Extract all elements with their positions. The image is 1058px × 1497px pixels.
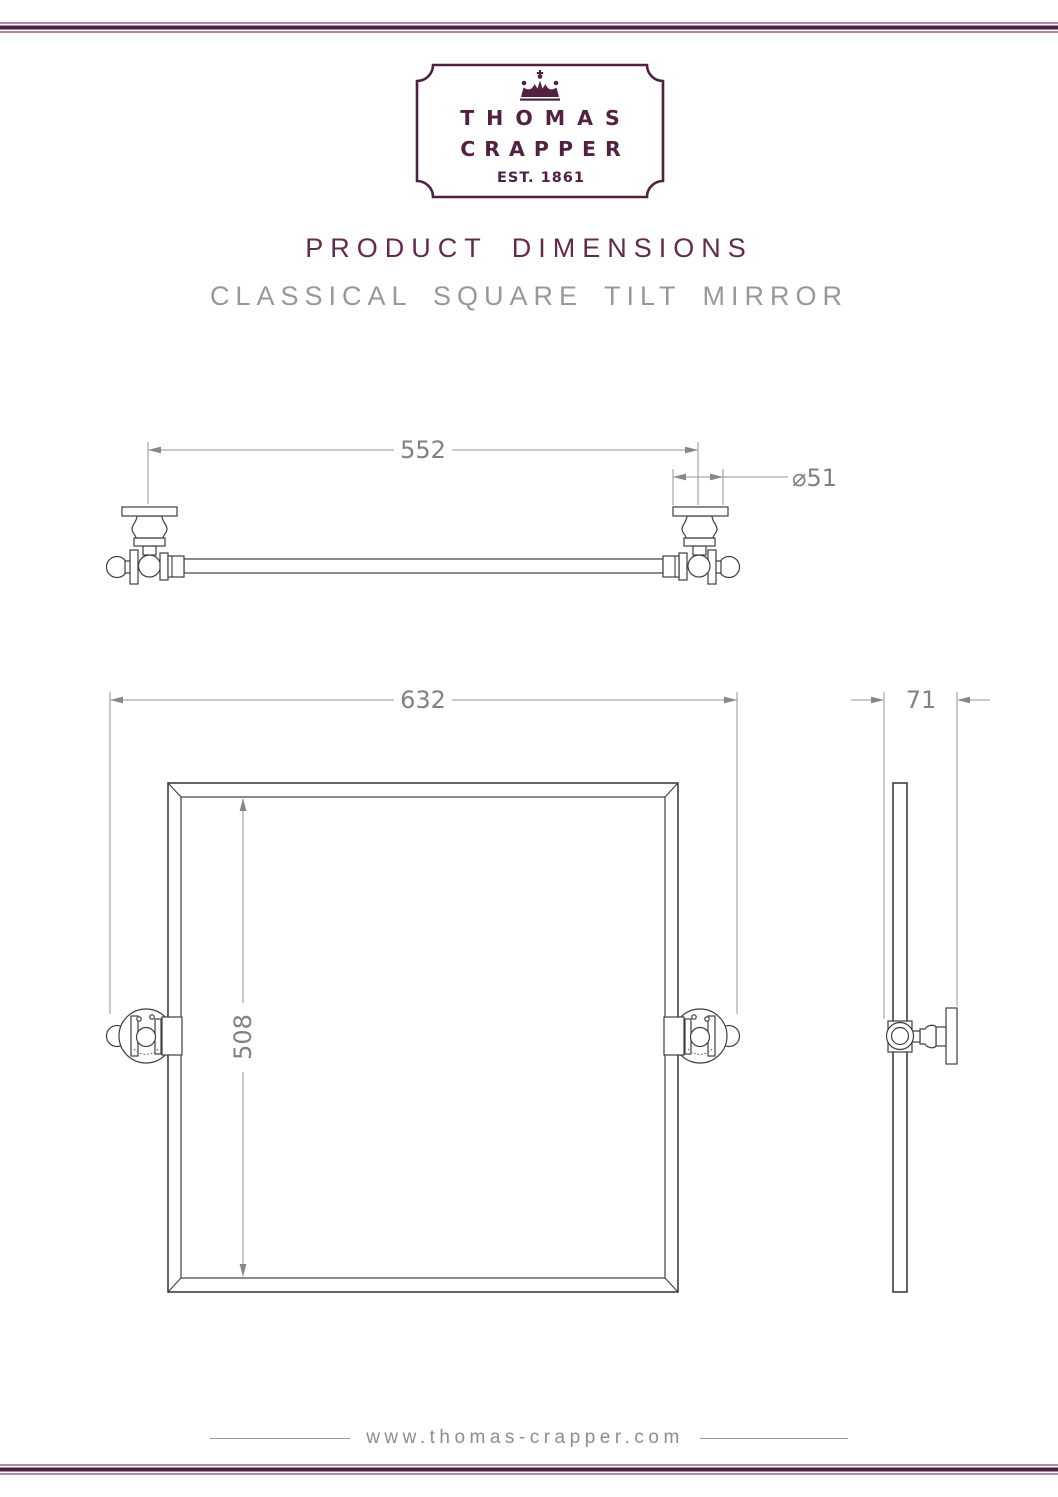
dimension-71 (851, 686, 990, 1019)
dimension-label-fixing-centres: 552 (400, 436, 446, 464)
dimension-label-plate-diameter: ⌀51 (792, 464, 837, 492)
dimension-label-side-projection: 71 (905, 686, 937, 714)
brand-established: EST. 1861 (497, 170, 585, 186)
front-left-bracket (107, 1009, 183, 1063)
brand-name-line1: THOMAS (460, 106, 632, 130)
page-title: PRODUCT DIMENSIONS (305, 233, 753, 263)
top-view-mirror-bar (184, 559, 663, 573)
footer-rule-right (700, 1438, 848, 1439)
dimension-label-overall-width: 632 (400, 686, 446, 714)
dimension-552 (148, 436, 698, 505)
website-url: www.thomas-crapper.com (366, 1427, 684, 1448)
footer (0, 1427, 1058, 1449)
front-right-bracket (664, 1009, 740, 1063)
top-border-rule (0, 22, 1058, 33)
product-name: CLASSICAL SQUARE TILT MIRROR (209, 281, 849, 311)
front-view (107, 686, 740, 1292)
footer-rule-left (210, 1438, 350, 1439)
side-pivot-ring-inner (892, 1028, 909, 1045)
top-view-left-fitting (107, 507, 185, 584)
dimension-drawing (0, 430, 1058, 1330)
brand-plaque (400, 56, 670, 206)
top-view-right-fitting (663, 507, 740, 584)
dimension-label-mirror-height: 508 (229, 1014, 257, 1060)
side-view (851, 686, 990, 1292)
top-view (107, 436, 838, 584)
bottom-border-rule (0, 1464, 1058, 1475)
brand-name-line2: CRAPPER (460, 137, 630, 161)
